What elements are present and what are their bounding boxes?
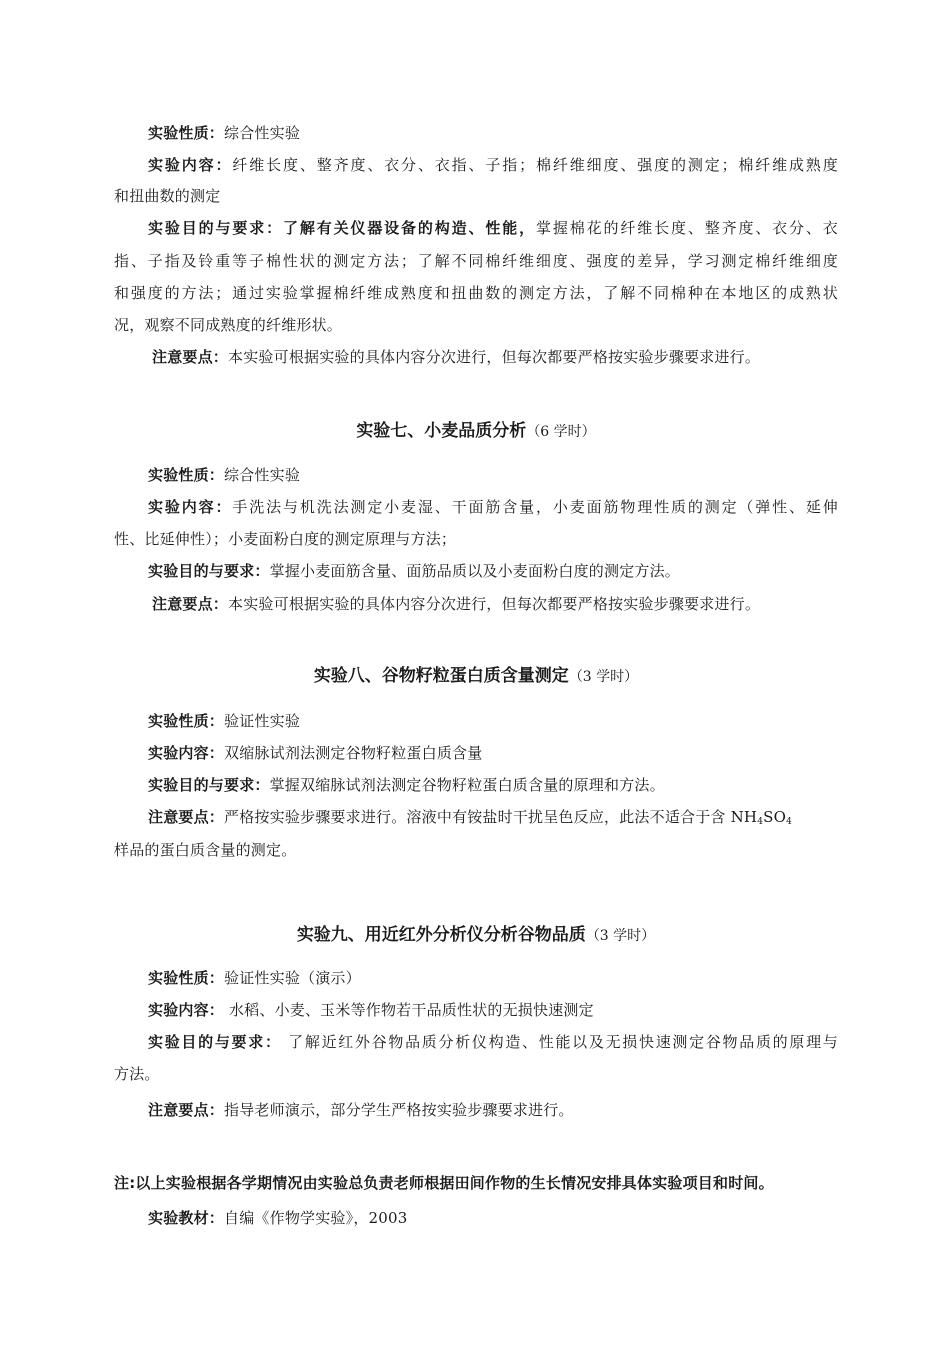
footer-textbook-line (148, 1208, 838, 1228)
s6-purpose-line-4 (114, 315, 838, 335)
s7-nature-label: 实验性质： (148, 466, 225, 484)
s7-notes-value: 本实验可根据实验的具体内容分次进行，但每次都要严格按实验步骤要求进行。 (228, 595, 761, 613)
s8-heading (114, 664, 838, 689)
s9-content-value: 水稻、小麦、玉米等作物若干品质性状的无损快速测定 (224, 1001, 594, 1019)
s9-purpose-line-2 (114, 1064, 838, 1084)
s8-purpose-line (148, 775, 838, 795)
s6-nature-label: 实验性质： (148, 124, 225, 142)
s9-notes-line (148, 1100, 838, 1120)
s6-content-line-2 (114, 186, 838, 206)
s9-notes-value: 指导老师演示，部分学生严格按实验步骤要求进行。 (224, 1101, 574, 1119)
s9-content-label: 实验内容： (148, 1001, 225, 1019)
s8-nature-value: 验证性实验 (224, 712, 301, 730)
s8-content-value: 双缩脉试剂法测定谷物籽粒蛋白质含量 (224, 744, 483, 762)
s7-content-text-1: 手洗法与机洗法测定小麦湿、干面筋含量，小麦面筋物理性质的测定（弹性、延伸 (232, 498, 838, 516)
s6-purpose-label: 实验目的与要求： (148, 219, 283, 237)
s6-purpose-text-4: 况，观察不同成熟度的纤维形状。 (114, 316, 343, 334)
s7-notes-label: 注意要点： (152, 595, 229, 613)
s8-notes-line-2 (114, 840, 838, 860)
footer-textbook-label: 实验教材： (148, 1209, 225, 1227)
s9-purpose-text-1: 了解近红外谷物品质分析仪构造、性能以及无损快速测定谷物品质的原理与 (281, 1033, 838, 1051)
s9-nature-value: 验证性实验（演示） (224, 969, 361, 987)
s8-content-line (148, 743, 838, 763)
s6-purpose-text-2: 指、子指及铃重等子棉性状的测定方法；了解不同棉纤维细度、强度的差异，学习测定棉纤维细度 (114, 252, 838, 270)
s6-content-text-1: 纤维长度、整齐度、衣分、衣指、子指；棉纤维细度、强度的测定；棉纤维成熟度 (232, 156, 838, 174)
s6-purpose-text-3: 和强度的方法；通过实验掌握棉纤维成熟度和扭曲数的测定方法，了解不同棉种在本地区的成熟状 (114, 284, 838, 302)
s6-content-text-2: 和扭曲数的测定 (114, 187, 221, 205)
s9-title: 实验九、用近红外分析仪分析谷物品质 (296, 925, 586, 945)
s7-content-line-1 (148, 497, 838, 517)
s6-purpose-text-1: 掌握棉花的纤维长度、整齐度、衣分、衣 (536, 219, 838, 237)
s8-purpose-value: 掌握双缩脉试剂法测定谷物籽粒蛋白质含量的原理和方法。 (269, 776, 665, 794)
s9-nature-label: 实验性质： (148, 969, 225, 987)
s8-purpose-label: 实验目的与要求： (148, 776, 270, 794)
s7-content-text-2: 性、比延伸性）；小麦面粉白度的测定原理与方法； (114, 530, 457, 548)
s9-purpose-line-1 (148, 1032, 838, 1052)
s8-notes-text-2: 样品的蛋白质含量的测定。 (114, 841, 297, 859)
s8-notes-text-1: 严格按实验步骤要求进行。溶液中有铵盐时干扰呈色反应，此法不适合于含 NH (224, 808, 758, 826)
footer-note: 注:以上实验根据各学期情况由实验总负责老师根据田间作物的生长情况安排具体实验项目和时间。 (114, 1174, 774, 1192)
s8-notes-line-1 (148, 807, 838, 827)
s6-purpose-bold: 了解有关仪器设备的构造、性能， (282, 219, 537, 237)
s7-nature-line (148, 465, 838, 485)
s7-notes-line (152, 594, 838, 614)
s7-content-line-2 (114, 529, 838, 549)
s9-content-line (148, 1000, 838, 1020)
s6-purpose-line-2 (114, 251, 838, 271)
s9-hours: （3 学时） (585, 928, 656, 944)
s6-content-label: 实验内容： (148, 156, 233, 174)
s6-purpose-line-1 (148, 218, 838, 238)
s6-nature-line (148, 123, 838, 143)
s8-notes-subscript-2: 4 (786, 817, 793, 827)
s7-purpose-line (148, 561, 838, 581)
s7-purpose-value: 掌握小麦面筋含量、面筋品质以及小麦面粉白度的测定方法。 (269, 562, 681, 580)
s6-notes-label: 注意要点： (152, 348, 229, 366)
s8-nature-label: 实验性质： (148, 712, 225, 730)
s7-title: 实验七、小麦品质分析 (356, 421, 527, 441)
s8-notes-so: SO (763, 808, 787, 826)
s8-hours: （3 学时） (568, 669, 639, 685)
s9-purpose-text-2: 方法。 (114, 1065, 160, 1083)
s8-nature-line (148, 711, 838, 731)
s7-purpose-label: 实验目的与要求： (148, 562, 270, 580)
s6-notes-line (152, 347, 838, 367)
s8-notes-subscript-1: 4 (757, 817, 764, 827)
s9-heading (114, 923, 838, 948)
s9-notes-label: 注意要点： (148, 1101, 225, 1119)
s6-content-line-1 (148, 155, 838, 175)
s8-title: 实验八、谷物籽粒蛋白质含量测定 (313, 666, 569, 686)
s7-heading (114, 419, 838, 444)
s8-notes-label: 注意要点： (148, 808, 225, 826)
s7-hours: （6 学时） (526, 424, 596, 440)
s7-nature-value: 综合性实验 (224, 466, 301, 484)
footer-note-line (114, 1173, 838, 1193)
s6-notes-value: 本实验可根据实验的具体内容分次进行，但每次都要严格按实验步骤要求进行。 (228, 348, 761, 366)
s9-nature-line (148, 968, 838, 988)
s8-content-label: 实验内容： (148, 744, 225, 762)
s6-purpose-line-3 (114, 283, 838, 303)
s7-content-label: 实验内容： (148, 498, 233, 516)
footer-textbook-value: 自编《作物学实验》，2003 (224, 1209, 408, 1227)
s9-purpose-label: 实验目的与要求： (148, 1033, 282, 1051)
s6-nature-value: 综合性实验 (224, 124, 301, 142)
